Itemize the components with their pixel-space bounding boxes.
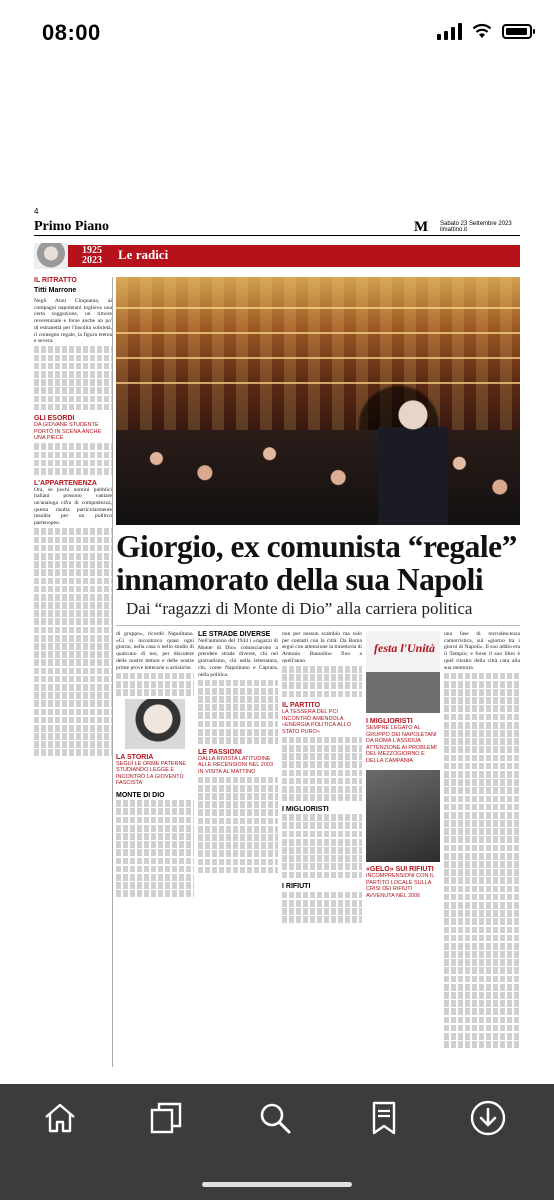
newspaper-logo: M: [414, 219, 429, 235]
status-icons: [437, 22, 532, 40]
bookmark-icon: [366, 1100, 402, 1136]
body-column: [198, 631, 278, 1071]
tabs-icon: [148, 1100, 184, 1136]
article-text: Nell'autunno del 1944 i «ragazzi di Monte di Dio» cominciarono a prendere strade diverse, chi nel giornalismo, chi nella letteratura, chi, come Napolitano e Caprara, nella politica.: [198, 638, 278, 678]
download-button[interactable]: [468, 1098, 508, 1138]
subsection-heading: I MIGLIORISTI: [282, 805, 329, 813]
search-icon: [257, 1100, 293, 1136]
article-text: Ora, se pochi uomini pubblici italiani possono vantare un'analoga cifra di compostezza, questa risulta particolarmente insolita per un politico partenopeo.: [34, 486, 112, 527]
subsection-heading: L'APPARTENENZA: [34, 479, 97, 487]
date-line: Sabato 23 Settembre 2023 ilmattino.it: [440, 221, 512, 233]
kicker-label: IL RITRATTO: [34, 277, 77, 284]
body-column: [282, 631, 362, 1071]
article-text: Negli Anni Cinquanta, ai compagni napoletani toglieva una certa soggezione, un timore reverenziale e forse anche un po' di estraneità per l'insolita sobrietà, il contegno regale, la figura eterea e severa.: [34, 298, 112, 345]
newspaper-page[interactable]: [30, 205, 524, 1075]
subsection-heading: LE STRADE DIVERSE: [198, 631, 271, 638]
sidebar-heading: GLI ESORDI: [34, 415, 75, 423]
theatre-photo: [116, 277, 520, 525]
sidebar-caption: DA GIOVANE STUDENTE PORTÒ IN SCENA ANCHE UNA PIÈCE: [34, 422, 102, 442]
article-headline: Giorgio, ex comunista “regale” innamorato della sua Napoli: [116, 529, 517, 597]
page-header: [34, 219, 520, 236]
search-button[interactable]: [255, 1098, 295, 1138]
bookmark-button[interactable]: [364, 1098, 404, 1138]
sidebar-heading: IL PARTITO: [282, 702, 321, 710]
section-title: Primo Piano: [34, 219, 110, 234]
sidebar-caption: LA TESSERA DEL PCI INCONTRÒ AMENDOLA «ENERGIA POLITICA ALLO STATO PURO»: [282, 709, 352, 735]
article-subheadline: Dai “ragazzi di Monte di Dio” alla carriera politica: [126, 599, 473, 618]
sidebar-heading: I MIGLIORISTI: [366, 718, 413, 725]
home-icon: [42, 1100, 78, 1136]
band-portrait-image: [34, 243, 68, 269]
body-column: [366, 631, 440, 1071]
poster-text: festa l'Unità: [374, 641, 436, 655]
sidebar-caption: DALLA RIVISTA LATITUDINE ALLE RECENSIONI NEL 2003 IN VISITA AL MATTINO: [198, 755, 273, 775]
subsection-heading: MONTE DI DIO: [116, 791, 165, 799]
page-number: 4: [34, 207, 39, 216]
status-time: 08:00: [42, 20, 101, 45]
subsection-heading: I RIFIUTI: [282, 883, 311, 891]
portrait-photo: [125, 699, 185, 749]
festa-unita-photo: [366, 631, 440, 713]
article-text: una fase di recrudescenza camorristica, sul «giorno tra i giorni di Napoli». Il suo addio era il Tempio; e forse il suo libro è quel ritratto della città cara alla sua memoria.: [444, 631, 520, 671]
cellular-signal-icon: [437, 22, 462, 40]
band-title: Le radici: [118, 247, 169, 262]
battery-icon: [502, 24, 532, 39]
author-name: Titti Marrone: [34, 287, 77, 294]
years-label: 1925 2023: [82, 245, 102, 266]
tabs-button[interactable]: [146, 1098, 186, 1138]
sidebar-caption: INCOMPRENSIONI CON IL PARTITO LOCALE SULLA CRISI DEI RIFIUTI AVVENUTA NEL 2006: [366, 873, 435, 899]
home-indicator[interactable]: [202, 1182, 352, 1187]
body-column: [116, 631, 194, 1071]
body-column: [444, 631, 520, 1071]
article-text: non per nessun scambio ma solo per contatti con la città. Da Roma seguì con attenzione la traiettoria di Antonio Bassolino fino a quell'anno.: [282, 631, 362, 664]
home-button[interactable]: [40, 1098, 80, 1138]
sidebar-heading: LA STORIA: [116, 753, 154, 761]
sidebar-caption: SEMPRE LEGATO AL GRUPPO DEI NAPOLETANI DA ROMA L'ASSIDUA ATTENZIONE AI PROBLEMI DEL MEZZOGIORNO E DELLA CAMPANIA: [366, 725, 437, 764]
download-icon: [469, 1099, 507, 1137]
sidebar-caption: SEGUÌ LE ORME PATERNE STUDIANDO LEGGE E INCONTRÒ LA GIOVENTÙ FASCISTA: [116, 760, 187, 787]
sidebar-heading: «GELO» SUI RIFIUTI: [366, 866, 434, 873]
left-column: [34, 277, 113, 1067]
divider: [116, 625, 520, 626]
article-text: di gruppo», ricordò Napolitano. «Ci si incontrava quasi ogni giorno, nella casa o nello studio di qualcuno di noi, per discutere delle nostre letture e delle nostre prime prove letterarie o artistiche.: [116, 631, 194, 671]
status-bar: [0, 0, 554, 68]
wifi-icon: [472, 23, 492, 39]
sidebar-heading: LE PASSIONI: [198, 748, 242, 756]
group-photo: [366, 770, 440, 862]
